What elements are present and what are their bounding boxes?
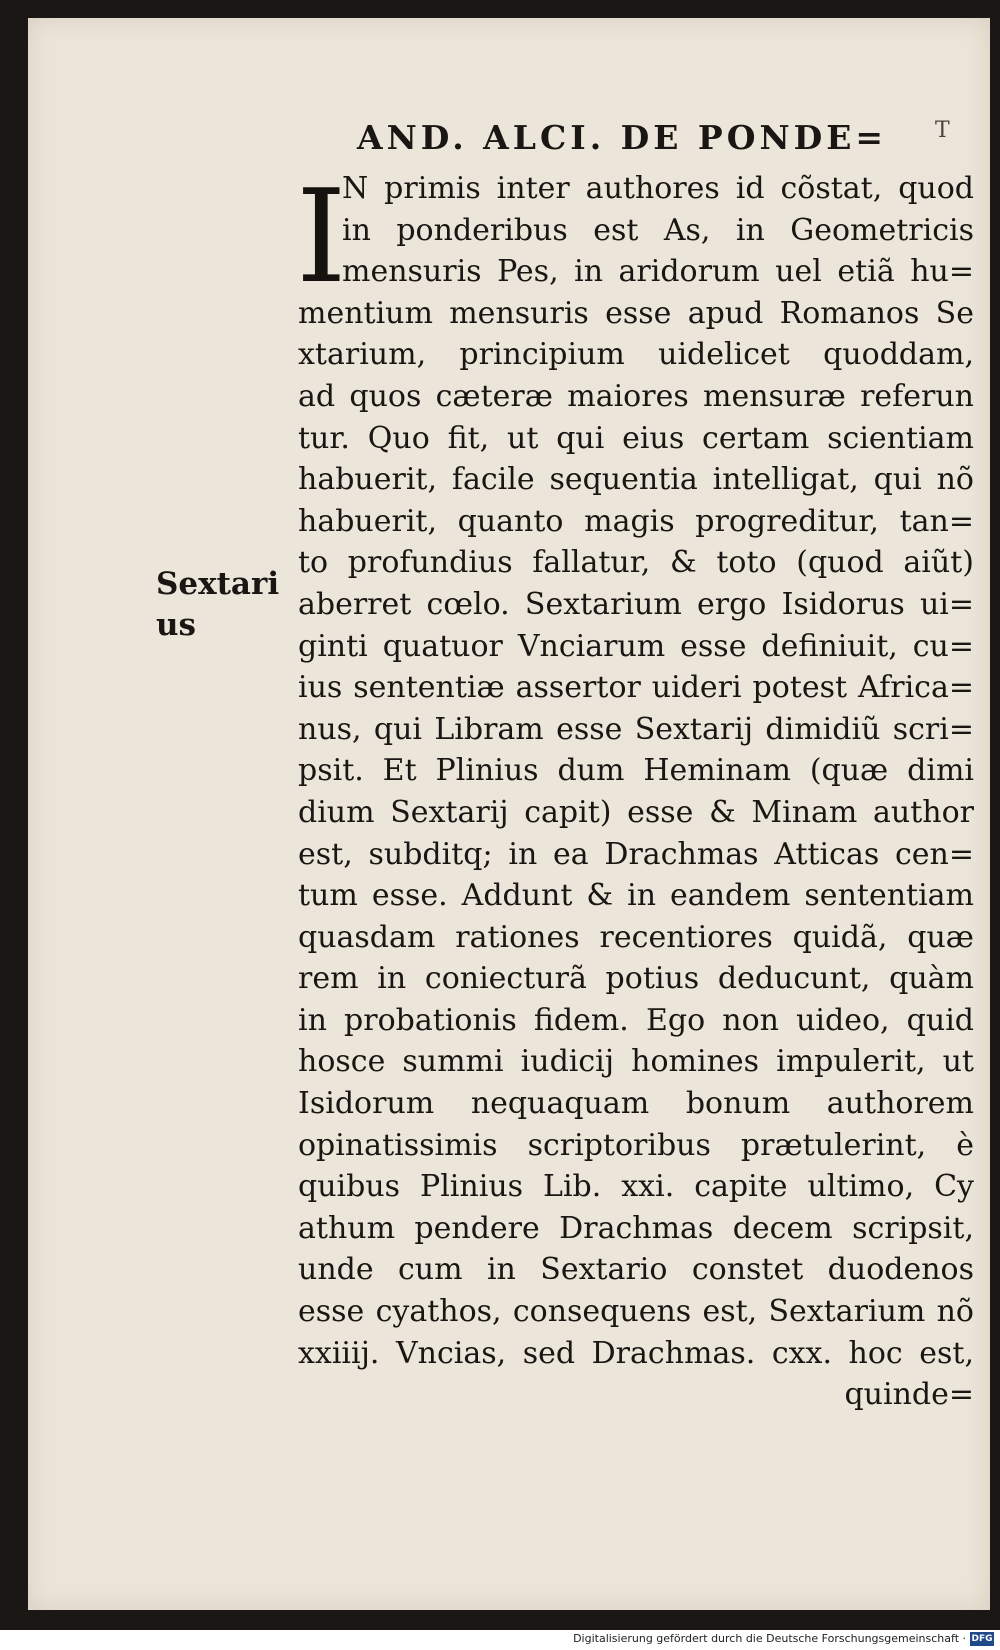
text-line: habuerit, facile sequentia intelligat, qui nõ [298, 462, 974, 498]
margin-note [156, 564, 279, 646]
text-line: hosce summi iudicij homines impulerit, ut [298, 1044, 974, 1080]
text-line: in ponderibus est As, in Geometricis [342, 212, 974, 248]
text-line: quasdam rationes recentiores quidã, quæ [298, 919, 974, 955]
text-line: ius sententiæ assertor uideri potest Africa= [298, 670, 974, 706]
catchword: quinde= [844, 1377, 974, 1413]
margin-note-line: us [156, 607, 196, 643]
running-header: AND. ALCI. DE PONDE= [357, 118, 888, 157]
text-line: psit. Et Plinius dum Heminam (quæ dimi [298, 753, 974, 789]
text-line: xxiiij. Vncias, sed Drachmas. cxx. hoc est, [298, 1335, 974, 1371]
margin-note-line: Sextari [156, 566, 280, 602]
drop-cap-initial: I [296, 163, 347, 312]
text-line: est, subditq; in ea Drachmas Atticas cen= [298, 836, 974, 872]
text-line: habuerit, quanto magis progreditur, tan= [298, 503, 974, 539]
text-line: opinatissimis scriptoribus prætulerint, è [298, 1127, 974, 1163]
text-line: tum esse. Addunt & in eandem sententiam [298, 878, 974, 914]
text-line: quibus Plinius Lib. xxi. capite ultimo, Cy [298, 1169, 974, 1205]
text-line: tur. Quo fit, ut qui eius certam scientiam [298, 420, 974, 456]
text-line: unde cum in Sextario constet duodenos [298, 1252, 974, 1288]
text-line: athum pendere Drachmas decem scripsit, [298, 1210, 974, 1246]
text-line: to profundius fallatur, & toto (quod aiũt) [298, 545, 974, 581]
text-line: N primis inter authores id cõstat, quod [342, 171, 974, 206]
text-line: ginti quatuor Vnciarum esse definiuit, cu= [298, 628, 974, 664]
text-line: xtarium, principium uidelicet quoddam, [298, 337, 974, 373]
dfg-logo: DFG [971, 1634, 993, 1644]
text-line: mensuris Pes, in aridorum uel etiã hu= [342, 254, 974, 290]
text-line: dium Sextarij capit) esse & Minam author [298, 794, 974, 830]
text-line: ad quos cæteræ maiores mensuræ referun [298, 378, 974, 414]
text-line: in probationis fidem. Ego non uideo, quid [298, 1002, 974, 1038]
text-line: mentium mensuris esse apud Romanos Se [298, 295, 974, 331]
text-line: aberret cœlo. Sextarium ergo Isidorus ui= [298, 586, 974, 622]
body-text [296, 163, 974, 1416]
text-line: nus, qui Libram esse Sextarij dimidiũ scri= [298, 711, 974, 747]
text-line: esse cyathos, consequens est, Sextarium nõ [298, 1294, 974, 1330]
text-line: Isidorum nequaquam bonum authorem [298, 1086, 974, 1122]
footer-credit: Digitalisierung gefördert durch die Deutsche Forschungsgemeinschaft · [573, 1632, 966, 1645]
header-catchword: T [935, 118, 950, 143]
text-line: rem in coniecturã potius deducunt, quàm [298, 961, 974, 997]
